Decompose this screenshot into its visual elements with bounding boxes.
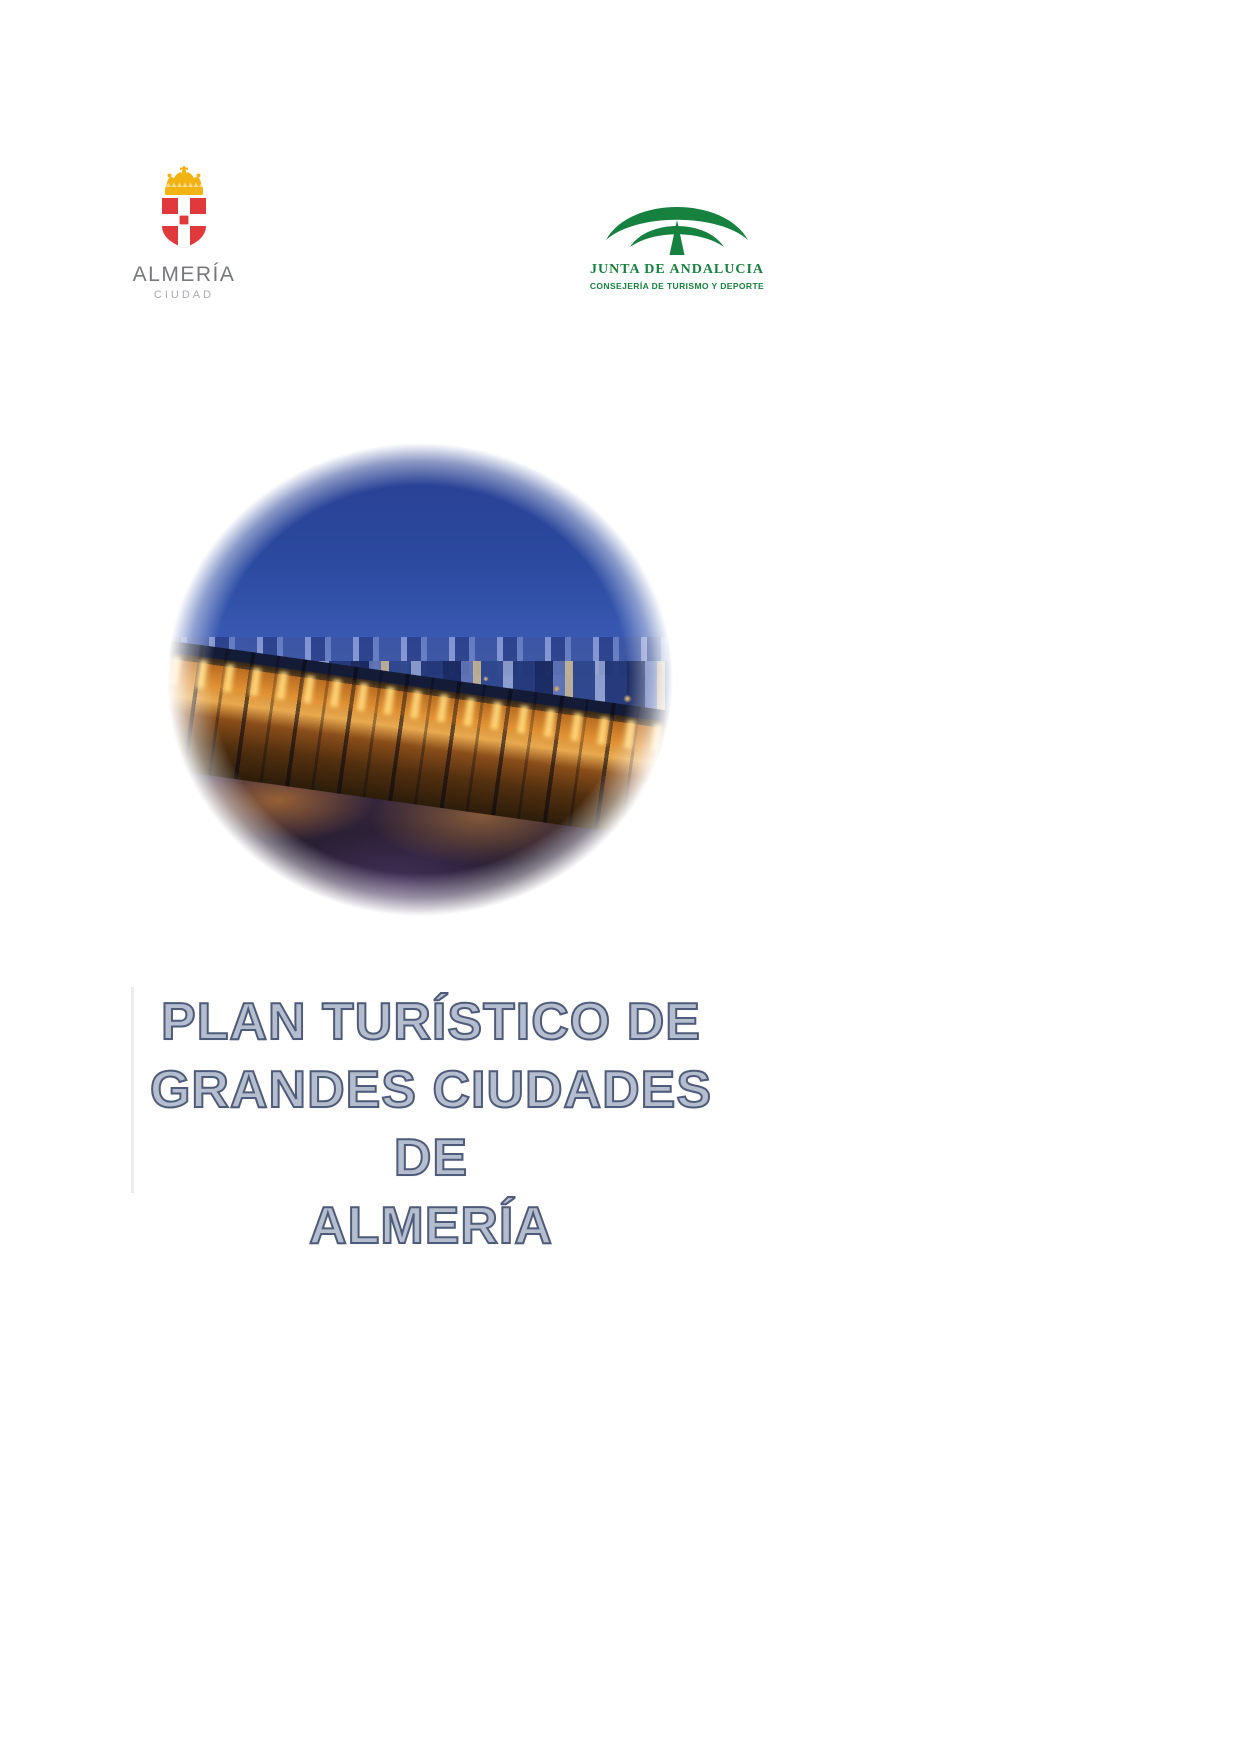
document-title — [133, 988, 729, 1260]
almeria-city-logo — [118, 166, 250, 301]
almeria-logo-title: ALMERÍA — [132, 263, 236, 286]
almeria-logo-subtitle: CIUDAD — [153, 289, 215, 301]
title-line-1: PLAN TURÍSTICO DE — [161, 993, 701, 1051]
junta-arch-icon — [602, 184, 752, 260]
almeria-crest-icon — [152, 166, 216, 254]
cover-photo — [167, 443, 673, 916]
title-line-2: GRANDES CIUDADES DE — [149, 1061, 713, 1187]
junta-logo-subtitle: CONSEJERÍA DE TURISMO Y DEPORTE — [589, 281, 765, 291]
junta-logo-title: JUNTA DE ANDALUCIA — [589, 262, 765, 277]
title-line-3: ALMERÍA — [309, 1197, 553, 1255]
junta-andalucia-logo — [577, 184, 777, 291]
